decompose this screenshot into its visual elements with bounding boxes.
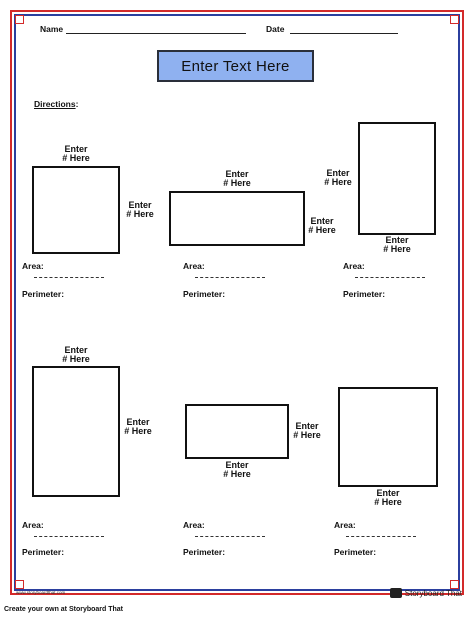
perimeter-label: Perimeter: bbox=[334, 547, 377, 557]
shape6-bottom-label[interactable] bbox=[370, 489, 406, 507]
label-line: Enter bbox=[326, 168, 350, 178]
storyboard-logo-text: Storyboard That bbox=[404, 588, 462, 598]
directions-colon: : bbox=[75, 99, 79, 109]
label-line: Enter bbox=[385, 235, 409, 245]
area-label: Area: bbox=[183, 520, 205, 530]
perimeter-label: Perimeter: bbox=[183, 289, 226, 299]
corner-top-right bbox=[450, 15, 459, 24]
directions-label bbox=[34, 99, 78, 109]
label-line: # Here bbox=[62, 354, 90, 364]
storyboard-url: www.storyboardthat.com bbox=[16, 590, 66, 595]
label-line: Enter bbox=[64, 345, 88, 355]
label-line: # Here bbox=[308, 225, 336, 235]
perimeter-label: Perimeter: bbox=[343, 289, 386, 299]
perimeter-label: Perimeter: bbox=[22, 547, 65, 557]
shape3-side-label[interactable] bbox=[320, 169, 356, 187]
label-line: # Here bbox=[124, 426, 152, 436]
shape5-rectangle bbox=[185, 404, 289, 459]
perimeter-label: Perimeter: bbox=[183, 547, 226, 557]
border-red-left bbox=[10, 10, 12, 595]
area-label: Area: bbox=[22, 261, 44, 271]
area-label: Area: bbox=[183, 261, 205, 271]
corner-bottom-left bbox=[15, 580, 24, 589]
label-line: # Here bbox=[62, 153, 90, 163]
border-blue-right bbox=[458, 14, 460, 591]
area-answer-line[interactable] bbox=[195, 536, 265, 537]
name-label: Name bbox=[40, 24, 64, 34]
shape5-bottom-label[interactable] bbox=[219, 461, 255, 479]
shape2-rectangle bbox=[169, 191, 305, 246]
shape3-rectangle bbox=[358, 122, 436, 235]
shape1-rectangle bbox=[32, 166, 120, 254]
area-label: Area: bbox=[334, 520, 356, 530]
label-line: Enter bbox=[64, 144, 88, 154]
border-blue-top bbox=[14, 14, 460, 16]
date-label: Date bbox=[266, 24, 285, 34]
shape1-side-label[interactable] bbox=[122, 201, 158, 219]
storyboard-logo bbox=[390, 586, 462, 600]
label-line: Enter bbox=[126, 417, 150, 427]
area-answer-line[interactable] bbox=[195, 277, 265, 278]
title-text: Enter Text Here bbox=[181, 57, 290, 75]
area-answer-line[interactable] bbox=[34, 536, 104, 537]
label-line: Enter bbox=[376, 488, 400, 498]
area-label: Area: bbox=[343, 261, 365, 271]
storyboard-logo-icon bbox=[390, 588, 402, 598]
shape4-side-label[interactable] bbox=[120, 418, 156, 436]
label-line: # Here bbox=[223, 469, 251, 479]
area-label: Area: bbox=[22, 520, 44, 530]
border-red-top bbox=[10, 10, 464, 12]
area-answer-line[interactable] bbox=[34, 277, 104, 278]
label-line: Enter bbox=[225, 460, 249, 470]
label-line: Enter bbox=[310, 216, 334, 226]
shape6-rectangle bbox=[338, 387, 438, 487]
shape4-rectangle bbox=[32, 366, 120, 497]
area-answer-line[interactable] bbox=[355, 277, 425, 278]
shape3-bottom-label[interactable] bbox=[379, 236, 415, 254]
label-line: Enter bbox=[225, 169, 249, 179]
title-box[interactable] bbox=[157, 50, 314, 82]
create-your-own-link[interactable]: Create your own at Storyboard That bbox=[4, 606, 124, 613]
shape2-top-label[interactable] bbox=[219, 170, 255, 188]
shape4-top-label[interactable] bbox=[58, 346, 94, 364]
label-line: # Here bbox=[383, 244, 411, 254]
shape2-side-label[interactable] bbox=[304, 217, 340, 235]
border-blue-left bbox=[14, 14, 16, 591]
label-line: Enter bbox=[128, 200, 152, 210]
label-line: # Here bbox=[293, 430, 321, 440]
shape1-top-label[interactable] bbox=[58, 145, 94, 163]
border-red-right bbox=[462, 10, 464, 595]
label-line: # Here bbox=[223, 178, 251, 188]
label-line: # Here bbox=[126, 209, 154, 219]
directions-text: Directions bbox=[34, 99, 76, 109]
name-field-line[interactable] bbox=[66, 33, 246, 34]
corner-top-left bbox=[15, 15, 24, 24]
label-line: Enter bbox=[295, 421, 319, 431]
area-answer-line[interactable] bbox=[346, 536, 416, 537]
perimeter-label: Perimeter: bbox=[22, 289, 65, 299]
label-line: # Here bbox=[324, 177, 352, 187]
label-line: # Here bbox=[374, 497, 402, 507]
date-field-line[interactable] bbox=[290, 33, 398, 34]
shape5-side-label[interactable] bbox=[289, 422, 325, 440]
